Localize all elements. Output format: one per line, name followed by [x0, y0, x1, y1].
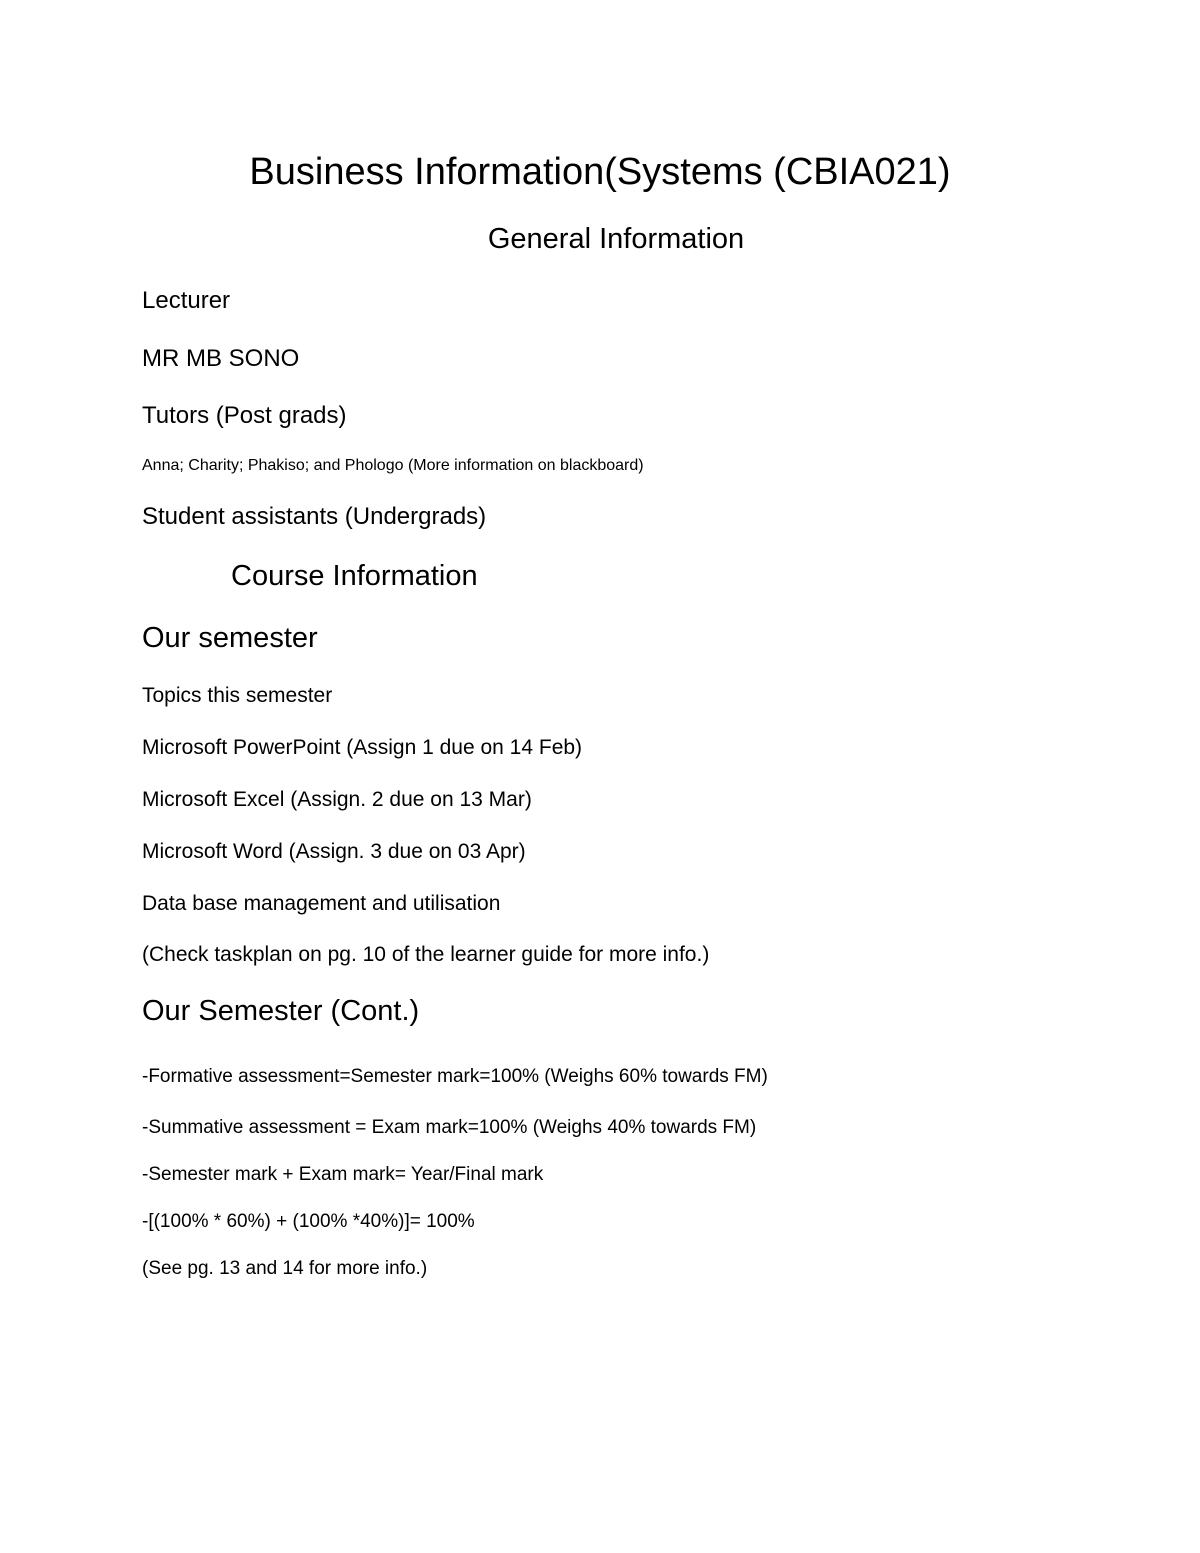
topic-item: Microsoft PowerPoint (Assign 1 due on 14 Feb): [142, 736, 583, 759]
assessment-line: -[(100% * 60%) + (100% *40%)]= 100%: [142, 1211, 475, 1232]
lecturer-name: MR MB SONO: [142, 345, 300, 372]
semester-heading: Our semester: [142, 622, 318, 654]
topic-item: Microsoft Excel (Assign. 2 due on 13 Mar): [142, 788, 532, 811]
topic-item: Microsoft Word (Assign. 3 due on 03 Apr): [142, 840, 526, 863]
document-title: Business Information(Systems (CBIA021): [249, 151, 951, 193]
assessment-line: (See pg. 13 and 14 for more info.): [142, 1258, 428, 1279]
tutors-names: Anna; Charity; Phakiso; and Phologo (More information on blackboard): [142, 457, 644, 474]
semester-cont-heading: Our Semester (Cont.): [142, 995, 420, 1027]
tutors-heading: Tutors (Post grads): [142, 402, 347, 429]
assessment-line: -Formative assessment=Semester mark=100% (Weighs 60% towards FM): [142, 1066, 768, 1087]
topic-item: Data base management and utilisation: [142, 892, 501, 915]
section-heading-general: General Information: [487, 223, 745, 255]
assessment-line: -Summative assessment = Exam mark=100% (Weighs 40% towards FM): [142, 1117, 757, 1138]
topics-heading: Topics this semester: [142, 684, 333, 707]
taskplan-note: (Check taskplan on pg. 10 of the learner guide for more info.): [142, 943, 710, 966]
assessment-line: -Semester mark + Exam mark= Year/Final mark: [142, 1164, 544, 1185]
lecturer-heading: Lecturer: [142, 287, 231, 314]
section-heading-course: Course Information: [231, 560, 478, 592]
assistants-heading: Student assistants (Undergrads): [142, 503, 487, 530]
